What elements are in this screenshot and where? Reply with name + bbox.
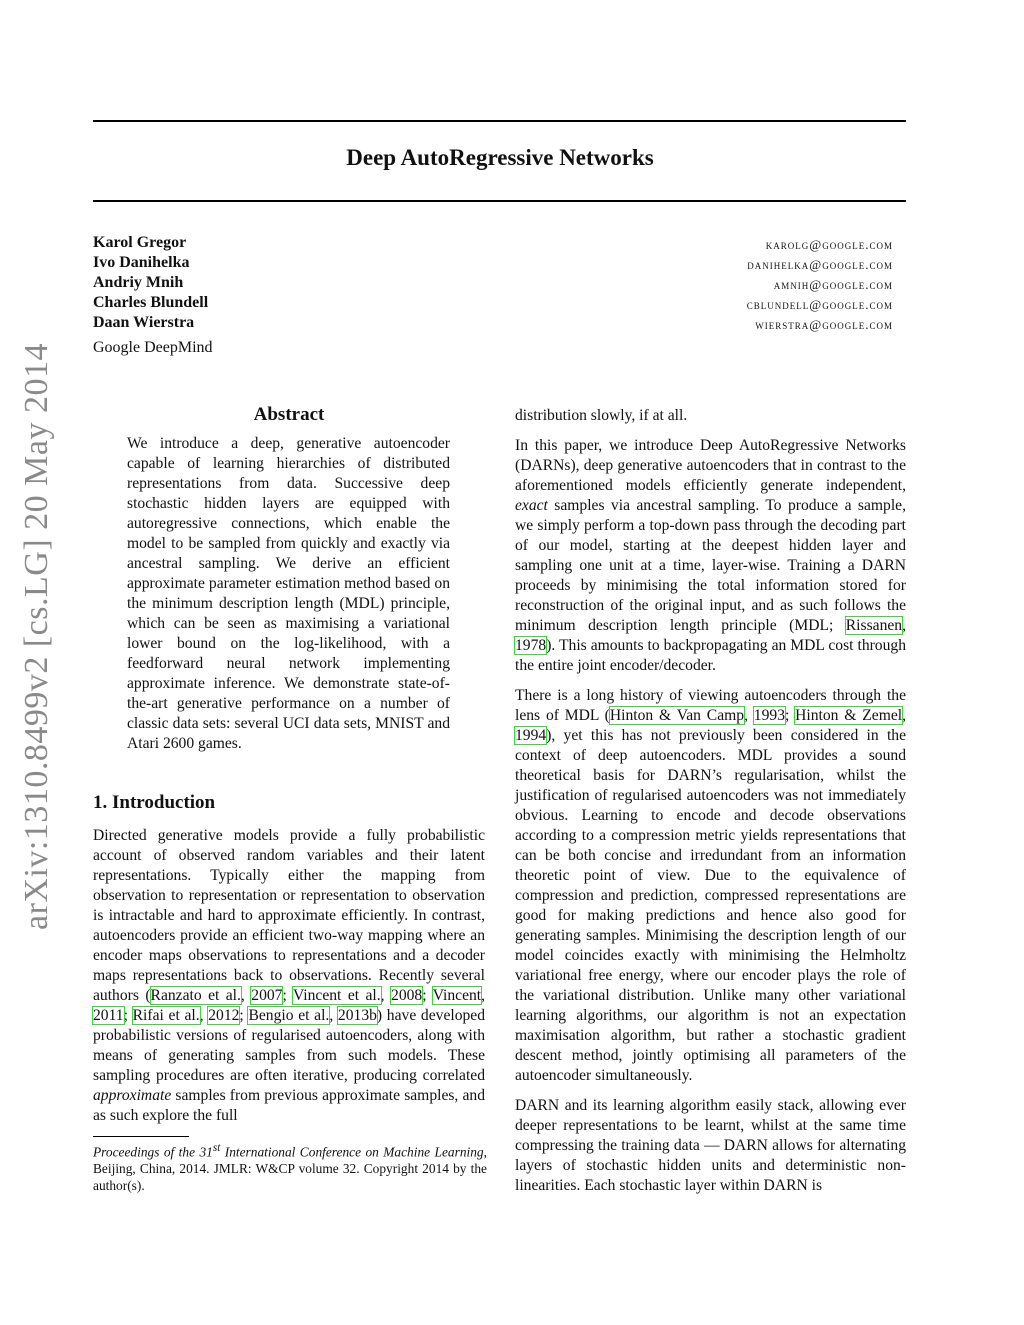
author-name: Ivo Danihelka	[93, 254, 190, 271]
author-email[interactable]: danihelka@google.com	[747, 257, 893, 272]
paragraph: distribution slowly, if at all.	[515, 407, 688, 424]
section-heading-introduction: 1. Introduction	[93, 792, 216, 813]
right-column	[515, 406, 906, 1206]
citation-link[interactable]: Hinton & Zemel	[795, 707, 903, 724]
citation-link[interactable]: Rifai et al.	[132, 1007, 200, 1024]
abstract-heading: Abstract	[253, 404, 325, 425]
author-email[interactable]: amnih@google.com	[773, 277, 893, 292]
top-rule	[93, 120, 906, 122]
paragraph: DARN and its learning algorithm easily stack, allowing ever deeper representations to be learnt, whilst at the same time compressing the training data — DARN allows for alternating layers of stochastic hidden units and deterministic non-linearities. Each stochastic layer within DARN is	[515, 1097, 906, 1194]
author-name: Charles Blundell	[93, 294, 209, 311]
citation-link[interactable]: 2007	[251, 987, 283, 1004]
citation-link[interactable]: 2011	[93, 1007, 124, 1024]
author-name: Karol Gregor	[93, 234, 187, 251]
abstract-text: We introduce a deep, generative autoencoder capable of learning hierarchies of distributed representations from data. Successive deep stochastic hidden layers are equipped with autoregressive connections, which enable the model to be sampled from quickly and exactly via ancestral sampling. We derive an efficient approximate parameter estimation method based on the minimum description length (MDL) principle, which can be seen as maximising a variational lower bound on the log-likelihood, with a feedforward neural network implementing approximate inference. We demonstrate state-of-the-art generative performance on a number of classic data sets: several UCI data sets, MNIST and Atari 2600 games.	[127, 435, 450, 752]
author-email[interactable]: cblundell@google.com	[746, 297, 893, 312]
author-email[interactable]: karolg@google.com	[765, 237, 893, 252]
citation-link[interactable]: Rissanen	[845, 617, 903, 634]
citation-link[interactable]: 1994	[515, 727, 547, 744]
author-email[interactable]: wierstra@google.com	[755, 317, 893, 332]
author-name: Andriy Mnih	[93, 274, 184, 291]
title-bottom-rule	[93, 200, 906, 202]
citation-link[interactable]: 1993	[753, 707, 785, 724]
citation-link[interactable]: Vincent	[432, 987, 482, 1004]
citation-link[interactable]: 1978	[515, 637, 547, 654]
paragraph: There is a long history of viewing autoencoders through the lens of MDL (Hinton & Van Camp, 1993; Hinton & Zemel, 1994), yet this has not previously been considered in the context of deep autoencoders. MDL provides a sound theoretical basis for DARN’s regularisation, whilst the justification of regularised autoencoders was not immediately obvious. Learning to encode and decode observations according to a compression metric yields representations that can be both concise and irredundant from an information theoretic point of view. Due to the equivalence of compression and prediction, compressed representations are good for making predictions and hence also good for generating samples. Minimising the description length of our model coincides exactly with minimising the Helmholtz variational free energy, where our encoder plays the role of the variational distribution. Unlike many other variational learning algorithms, our algorithm is not an expectation maximisation algorithm, but rather a stochastic gradient descent method, jointly optimising all parameters of the autoencoder simultaneously.	[515, 687, 907, 1084]
introduction-paragraph: Directed generative models provide a fully probabilistic account of observed random variables and their latent representations. Typically either the mapping from observation to representation or representation to observation is intractable and hard to approximate efficiently. In contrast, autoencoders provide an efficient two-way mapping where an encoder maps observations to representations and a decoder maps representations back to observations. Recently several authors (Ranzato et al., 2007; Vincent et al., 2008; Vincent, 2011; Rifai et al., 2012; Bengio et al., 2013b) have developed probabilistic versions of regularised autoencoders, along with means of generating samples from such models. These sampling procedures are often iterative, producing correlated approximate samples from previous approximate samples, and as such explore the full	[93, 827, 486, 1124]
footnote: Proceedings of the 31st International Conference on Machine Learning, Beijing, China, 2014. JMLR: W&CP volume 32. Copyright 2014 by the author(s).	[93, 1142, 487, 1194]
citation-link[interactable]: Vincent et al.	[292, 987, 381, 1004]
paper-title: Deep AutoRegressive Networks	[346, 145, 654, 170]
paragraph: In this paper, we introduce Deep AutoRegressive Networks (DARNs), deep generative autoencoders that in contrast to the aforementioned models efficiently generate independent, exact samples via ancestral sampling. To produce a sample, we simply perform a top-down pass through the decoding part of our model, starting at the deepest hidden layer and sampling one unit at a time, layer-wise. Training a DARN proceeds by minimising the total information stored for reconstruction of the original input, and as such follows the minimum description length principle (MDL; Rissanen, 1978). This amounts to backpropagating an MDL cost through the entire joint encoder/decoder.	[515, 437, 906, 674]
citation-link[interactable]: 2013b	[337, 1007, 377, 1024]
arxiv-stamp: arXiv:1310.8499v2 [cs.LG] 20 May 2014	[18, 343, 55, 930]
affiliation: Google DeepMind	[93, 339, 213, 356]
citation-link[interactable]: Bengio et al.	[248, 1007, 330, 1024]
citation-link[interactable]: 2008	[391, 987, 423, 1004]
author-name: Daan Wierstra	[93, 314, 195, 331]
citation-link[interactable]: 2012	[208, 1007, 240, 1024]
footnote-rule	[93, 1136, 189, 1137]
citation-link[interactable]: Ranzato et al.	[150, 987, 241, 1004]
citation-link[interactable]: Hinton & Van Camp	[609, 707, 745, 724]
